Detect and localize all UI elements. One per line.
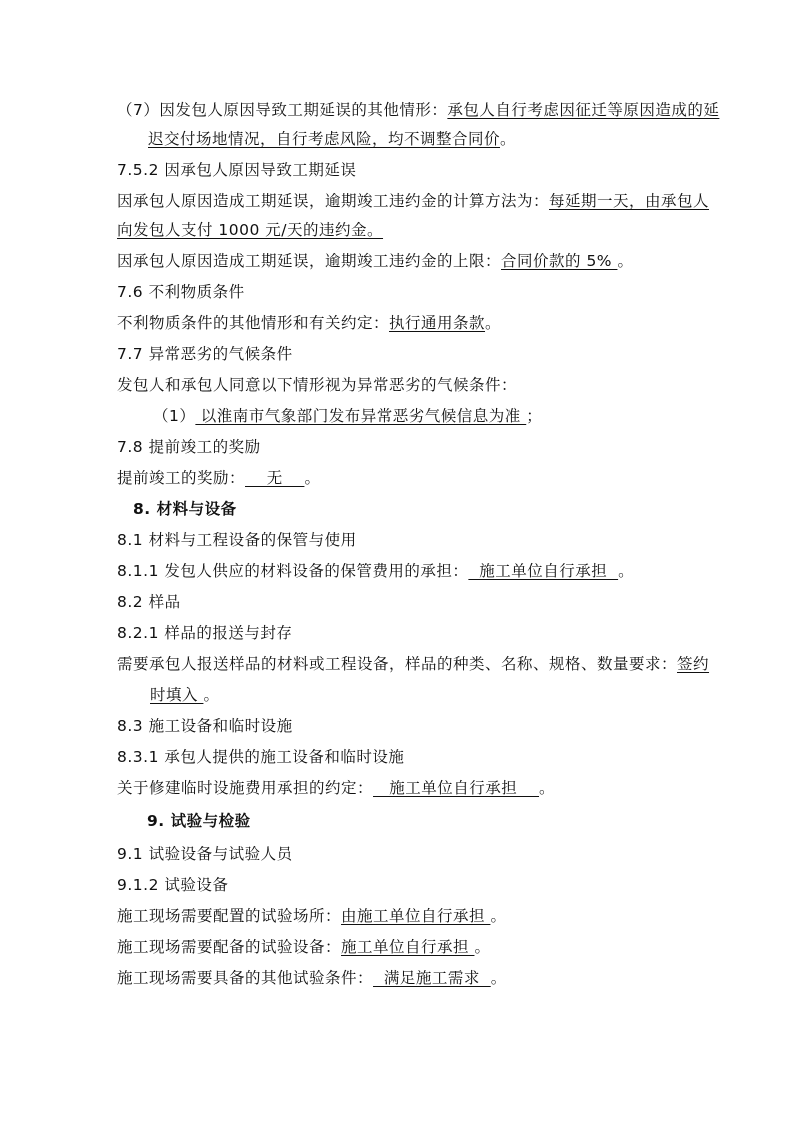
- heading-8-3: 8.3 施工设备和临时设施: [117, 717, 293, 735]
- label: 不利物质条件的其他情形和有关约定：: [117, 314, 390, 332]
- filled-value: 迟交付场地情况，自行考虑风险，均不调整合同价: [148, 130, 501, 148]
- label: 施工现场需要配备的试验设备：: [117, 938, 342, 956]
- delay-penalty-method: [117, 191, 709, 211]
- filled-value: 时填入: [150, 686, 204, 704]
- other-test-conditions: 施工现场需要具备的其他试验条件： 满足施工需求 。: [117, 969, 507, 987]
- clause-7-5-1-item-7-cont: 迟交付场地情况，自行考虑风险，均不调整合同价。: [148, 130, 517, 148]
- filled-value: 向发包人支付 1000 元/天的违约金。: [117, 221, 384, 239]
- filled-value: 签约: [677, 655, 710, 673]
- sample-requirements: [117, 654, 709, 674]
- early-completion-reward: 提前竣工的奖励： 无 。: [117, 469, 321, 487]
- test-equipment: 施工现场需要配备的试验设备：施工单位自行承担 。: [117, 938, 491, 956]
- filled-value: 满足施工需求: [373, 969, 491, 987]
- test-site: 施工现场需要配置的试验场所：由施工单位自行承担 。: [117, 907, 507, 925]
- filled-value: 合同价款的 5%: [501, 252, 618, 270]
- label: 提前竣工的奖励：: [117, 469, 246, 487]
- sample-requirements-cont: 时填入 。: [150, 686, 220, 704]
- temp-facility-fee: 关于修建临时设施费用承担的约定： 施工单位自行承担 。: [117, 779, 556, 797]
- delay-penalty-cap: 因承包人原因造成工期延误，逾期竣工违约金的上限：合同价款的 5% 。: [117, 252, 634, 270]
- label: 关于修建临时设施费用承担的约定：: [117, 779, 374, 797]
- heading-7-8: 7.8 提前竣工的奖励: [117, 438, 261, 456]
- heading-9-1-2: 9.1.2 试验设备: [117, 876, 229, 894]
- filled-value: 以淮南市气象部门发布异常恶劣气候信息为准: [195, 407, 527, 425]
- heading-8-3-1: 8.3.1 承包人提供的施工设备和临时设施: [117, 748, 405, 766]
- weather-item-1: （1） 以淮南市气象部门发布异常恶劣气候信息为准 ；: [153, 407, 543, 425]
- heading-7-5-2: 7.5.2 因承包人原因导致工期延误: [117, 161, 357, 179]
- heading-8-2-1: 8.2.1 样品的报送与封存: [117, 624, 293, 642]
- label: 8.1.1 发包人供应的材料设备的保管费用的承担：: [117, 562, 469, 580]
- weather-intro: 发包人和承包人同意以下情形视为异常恶劣的气候条件：: [117, 376, 518, 394]
- storage-fee: 8.1.1 发包人供应的材料设备的保管费用的承担： 施工单位自行承担 。: [117, 562, 635, 580]
- filled-value: 由施工单位自行承担: [341, 907, 491, 925]
- filled-value: 施工单位自行承担: [373, 779, 540, 797]
- heading-7-7: 7.7 异常恶劣的气候条件: [117, 345, 293, 363]
- label: 施工现场需要具备的其他试验条件：: [117, 969, 374, 987]
- filled-value: 承包人自行考虑因征迁等原因造成的延: [447, 101, 720, 119]
- filled-value: 施工单位自行承担: [468, 562, 619, 580]
- delay-penalty-method-cont: [117, 220, 383, 240]
- clause-7-5-1-item-7: [117, 100, 719, 120]
- label: 施工现场需要配置的试验场所：: [117, 907, 342, 925]
- adverse-conditions: 不利物质条件的其他情形和有关约定：执行通用条款。: [117, 314, 502, 332]
- label: 因承包人原因造成工期延误，逾期竣工违约金的计算方法为：: [117, 192, 550, 210]
- filled-value: 每延期一天，由承包人: [549, 192, 710, 210]
- heading-8-1: 8.1 材料与工程设备的保管与使用: [117, 531, 357, 549]
- label: 因承包人原因造成工期延误，逾期竣工违约金的上限：: [117, 252, 502, 270]
- label: （7）因发包人原因导致工期延误的其他情形：: [117, 101, 448, 119]
- heading-9-1: 9.1 试验设备与试验人员: [117, 845, 293, 863]
- heading-8: 8. 材料与设备: [133, 500, 237, 518]
- heading-7-6: 7.6 不利物质条件: [117, 283, 245, 301]
- filled-value: 执行通用条款: [389, 314, 486, 332]
- filled-value: 施工单位自行承担: [341, 938, 475, 956]
- heading-9: 9. 试验与检验: [147, 812, 251, 830]
- filled-value: 无: [245, 469, 305, 487]
- label: 需要承包人报送样品的材料或工程设备，样品的种类、名称、规格、数量要求：: [117, 655, 678, 673]
- label: （1）: [153, 407, 196, 425]
- heading-8-2: 8.2 样品: [117, 593, 181, 611]
